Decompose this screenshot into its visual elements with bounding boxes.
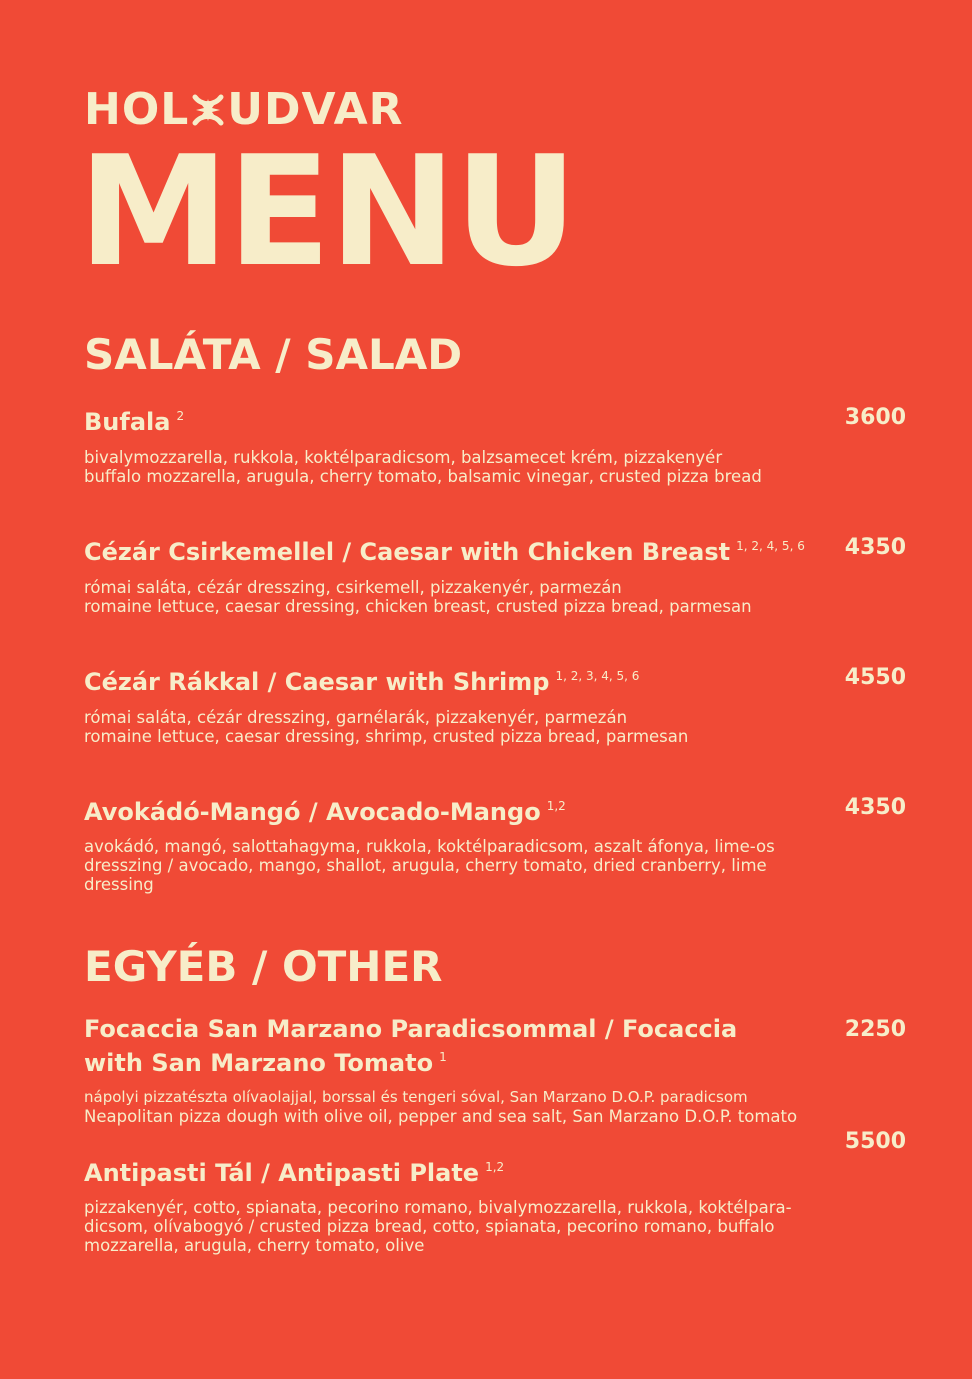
menu-item-price: 2250 [844, 1017, 906, 1042]
menu-item-price: 4550 [844, 665, 906, 690]
allergen-codes: 1, 2, 4, 5, 6 [736, 539, 805, 553]
menu-item-name: Bufala $^2$ [84, 408, 185, 436]
brand-text-right: UDVAR [227, 84, 404, 135]
allergen-codes: 1,2 [485, 1160, 505, 1174]
menu-title: MENU [78, 123, 576, 300]
menu-item-description: avokádó, mangó, salottahagyma, rukkola, koktélparadicsom, aszalt áfonya, lime-os dresszing / avocado, mango, shallot, arugula, cherry tomato, dried cranberry, lime dressing [84, 837, 775, 894]
menu-item-price: 4350 [844, 795, 906, 820]
menu-item-name: Cézár Csirkemellel / Caesar with Chicken Breast $^{1, 2, 4, 5, 6}$ [84, 538, 805, 566]
menu-item-price: 5500 [844, 1129, 906, 1154]
menu-item-name: Focaccia San Marzano Paradicsommal / Focaccia with San Marzano Tomato $^1$ [84, 1015, 738, 1077]
menu-item-description: nápolyi pizzatészta olívaolajjal, borssal és tengeri sóval, San Marzano D.O.P. paradicsom Neapolitan pizza dough with olive oil, pepper and sea salt, San Marzano D.O.P. tomato [84, 1088, 798, 1126]
allergen-codes: 2 [176, 409, 185, 423]
brand-text-left: HOL [84, 84, 190, 135]
section-title-other: EGYÉB / OTHER [84, 942, 443, 991]
menu-item-name: Avokádó-Mangó / Avocado-Mango $^{1,2}$ [84, 798, 566, 826]
allergen-codes: 1 [439, 1050, 447, 1064]
menu-item-name: Antipasti Tál / Antipasti Plate $^{1,2}$ [84, 1159, 505, 1187]
menu-item-price: 4350 [844, 535, 906, 560]
menu-item-description: római saláta, cézár dresszing, garnélarák, pizzakenyér, parmezán romaine lettuce, caesar dressing, shrimp, crusted pizza bread, parmesan [84, 708, 689, 746]
menu-item-description: római saláta, cézár dresszing, csirkemell, pizzakenyér, parmezán romaine lettuce, caesar dressing, chicken breast, crusted pizza bread, parmesan [84, 578, 752, 616]
menu-item-name: Cézár Rákkal / Caesar with Shrimp $^{1, 2, 3, 4, 5, 6}$ [84, 668, 640, 696]
menu-item-description: pizzakenyér, cotto, spianata, pecorino romano, bivalymozzarella, rukkola, koktélpara- dicsom, olívabogyó / crusted pizza bread, cotto, spianata, pecorino romano, buffalo mozzarella, arugula, cherry tomato, olive [84, 1198, 792, 1255]
section-title-salad: SALÁTA / SALAD [84, 330, 463, 379]
menu-item-price: 3600 [844, 405, 906, 430]
allergen-codes: 1,2 [546, 799, 566, 813]
menu-item-description: bivalymozzarella, rukkola, koktélparadicsom, balzsamecet krém, pizzakenyér buffalo mozzarella, arugula, cherry tomato, balsamic vinegar, crusted pizza bread [84, 448, 762, 486]
allergen-codes: 1, 2, 3, 4, 5, 6 [555, 669, 640, 683]
